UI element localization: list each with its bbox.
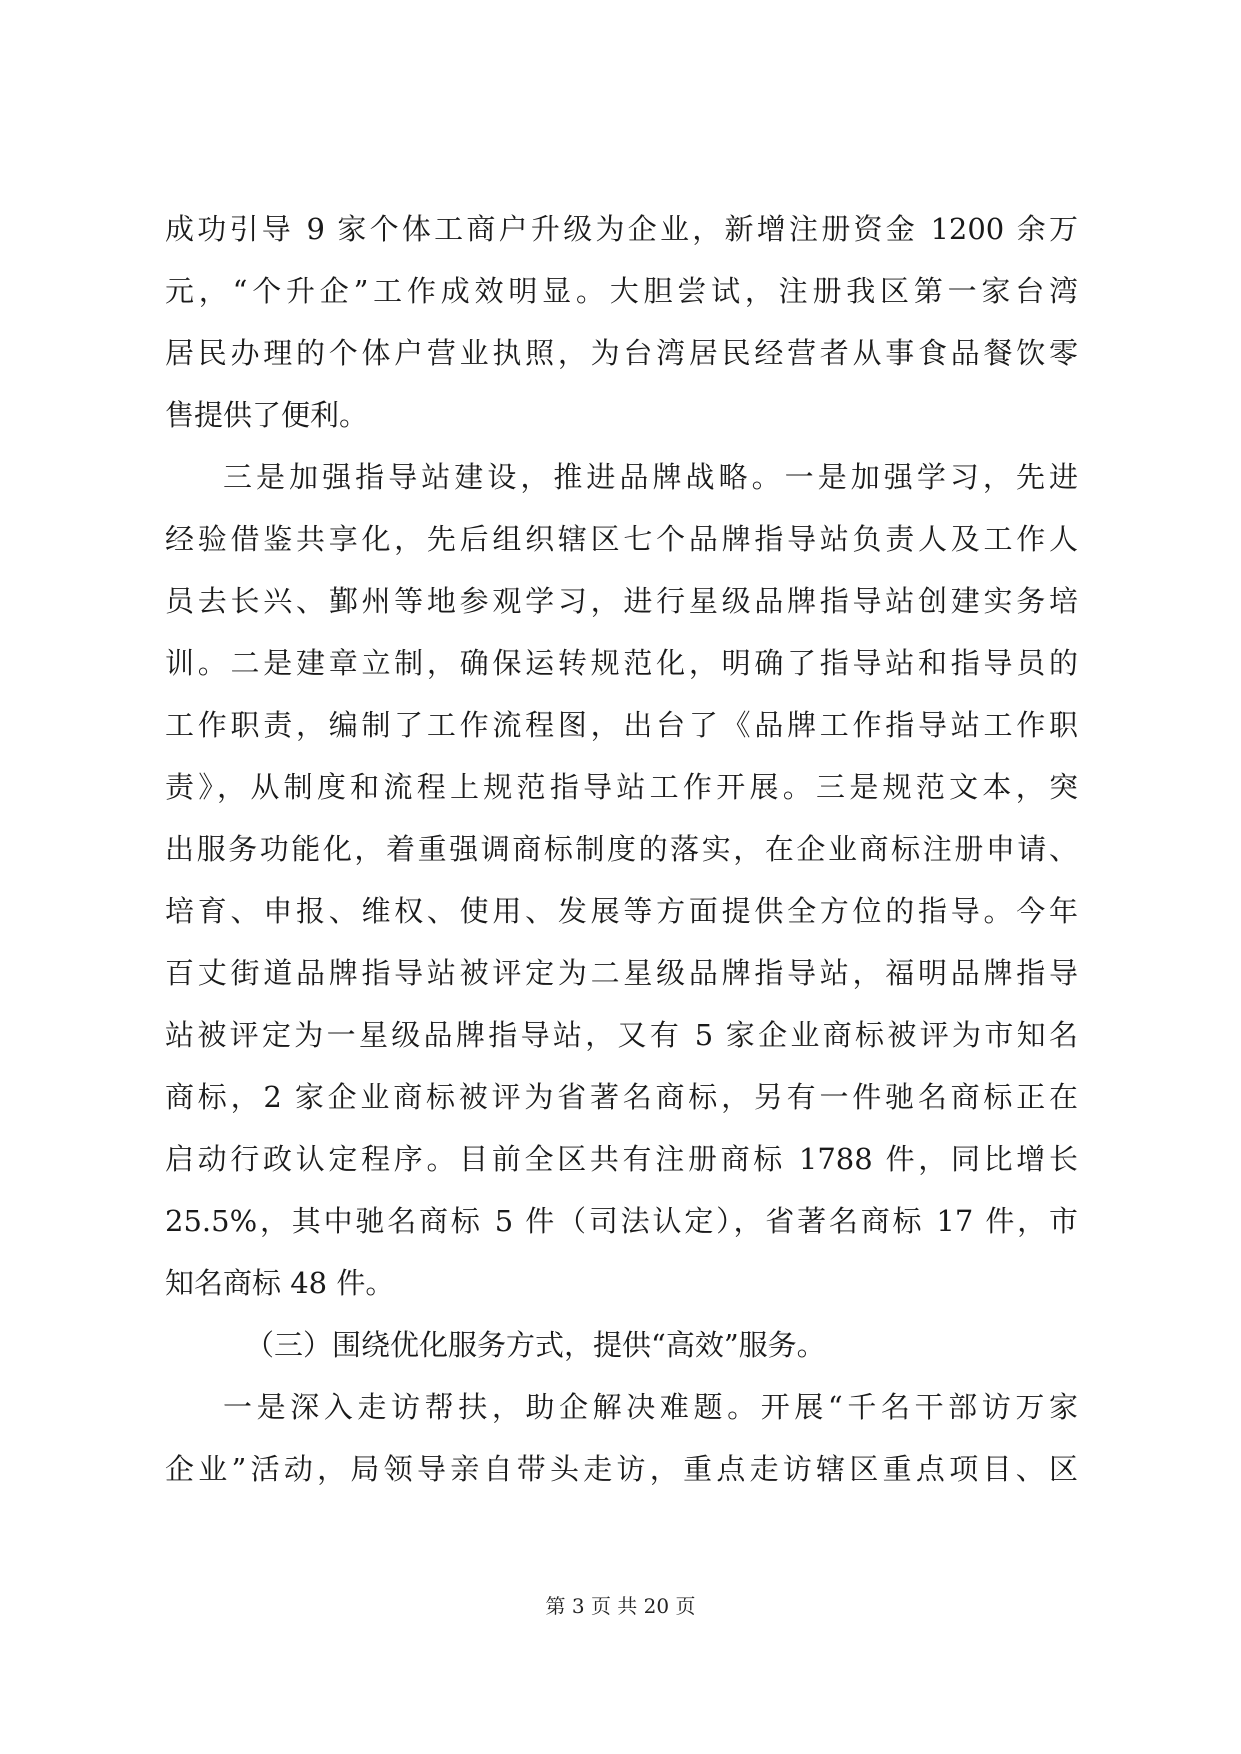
text-line: 商标，2 家企业商标被评为省著名商标，另有一件驰名商标正在 [165,1080,1078,1114]
text-line: 培育、申报、维权、使用、发展等方面提供全方位的指导。今年 [165,894,1078,928]
text-line: 售提供了便利。 [165,398,369,432]
text-line: 百丈街道品牌指导站被评定为二星级品牌指导站，福明品牌指导 [165,956,1078,990]
text-line: 企业”活动，局领导亲自带头走访，重点走访辖区重点项目、区 [165,1452,1078,1486]
section-heading: （三）围绕优化服务方式，提供“高效”服务。 [245,1328,826,1362]
text-line: 居民办理的个体户营业执照，为台湾居民经营者从事食品餐饮零 [165,336,1078,370]
page-number-footer: 第 3 页 共 20 页 [545,1594,696,1618]
text-line: 训。二是建章立制，确保运转规范化，明确了指导站和指导员的 [165,646,1078,680]
text-line: 员去长兴、鄞州等地参观学习，进行星级品牌指导站创建实务培 [165,584,1078,618]
text-line: 启动行政认定程序。目前全区共有注册商标 1788 件，同比增长 [165,1142,1078,1176]
document-body [165,198,1078,1500]
text-line: 出服务功能化，着重强调商标制度的落实，在企业商标注册申请、 [165,832,1078,866]
text-line: 知名商标 48 件。 [165,1266,395,1300]
text-line: 元，“个升企”工作成效明显。大胆尝试，注册我区第一家台湾 [165,274,1078,308]
text-line: 经验借鉴共享化，先后组织辖区七个品牌指导站负责人及工作人 [165,522,1078,556]
text-line: 站被评定为一星级品牌指导站，又有 5 家企业商标被评为市知名 [165,1018,1078,1052]
text-line: 工作职责，编制了工作流程图，出台了《品牌工作指导站工作职 [165,708,1078,742]
text-line: 25.5%，其中驰名商标 5 件（司法认定），省著名商标 17 件，市 [165,1204,1078,1238]
paragraph-first-line: 三是加强指导站建设，推进品牌战略。一是加强学习，先进 [223,460,1078,494]
text-line: 成功引导 9 家个体工商户升级为企业，新增注册资金 1200 余万 [165,212,1078,246]
paragraph-first-line: 一是深入走访帮扶，助企解决难题。开展“千名干部访万家 [223,1390,1078,1424]
text-line: 责》，从制度和流程上规范指导站工作开展。三是规范文本，突 [165,770,1078,804]
